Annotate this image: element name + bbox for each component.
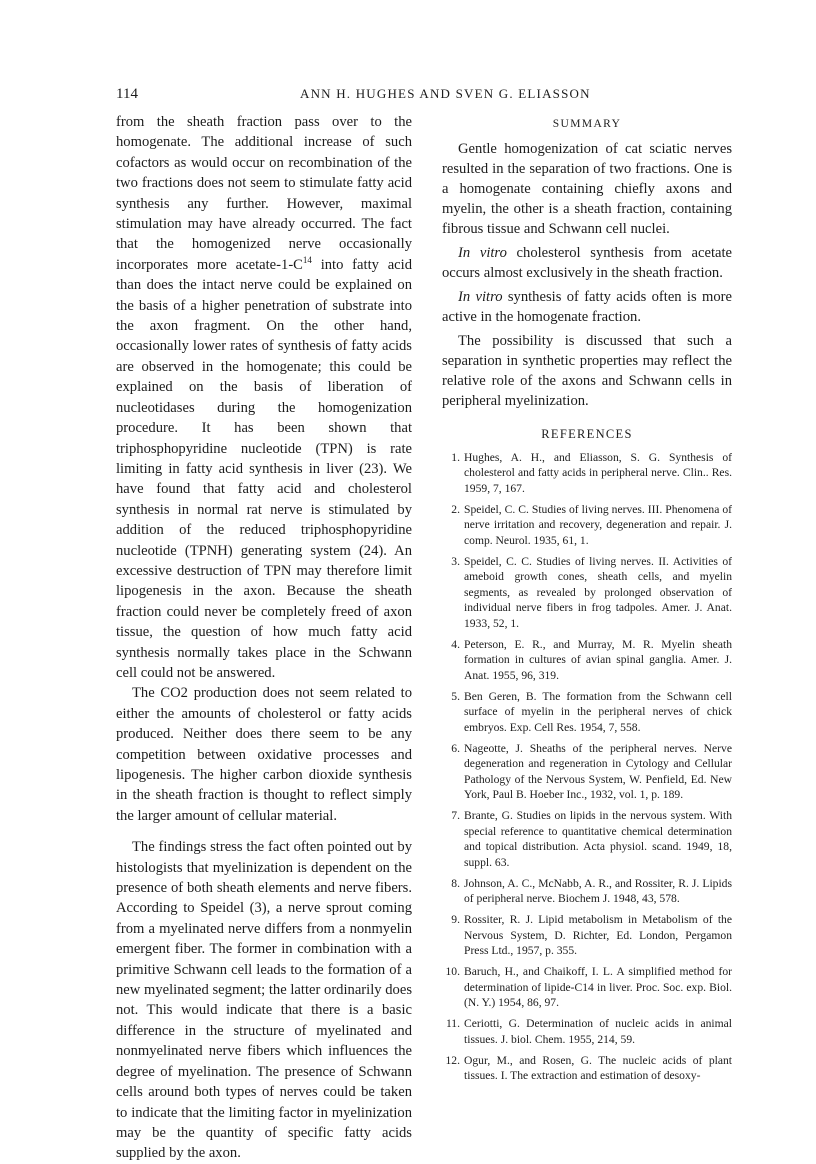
reference-text: Ceriotti, G. Determination of nucleic acids in animal tissues. J. biol. Chem. 1955, 214, 59. <box>464 1017 732 1046</box>
reference-item <box>442 912 732 958</box>
reference-text: Ogur, M., and Rosen, G. The nucleic acids of plant tissues. I. The extraction and estimation of desoxy- <box>464 1053 732 1083</box>
reference-text: Hughes, A. H., and Eliasson, S. G. Synthesis of cholesterol and fatty acids in peripheral nerve. Clin.. Res. 1959, 7, 167. <box>464 451 732 495</box>
reference-item <box>442 1053 732 1084</box>
summary-paragraph-2-text: cholesterol synthesis from acetate occurs almost exclusively in the sheath fraction. <box>442 245 733 281</box>
running-head: ANN H. HUGHES AND SVEN G. ELIASSON <box>300 86 591 101</box>
right-column <box>442 118 732 1090</box>
left-column <box>116 112 412 1164</box>
body-paragraph-3: The findings stress the fact often pointed out by histologists that myelinization is dependent on the presence of both sheath elements and nerve fibers. According to Speidel (3), a nerve sprout coming from a myelinated nerve differs from a nonmyelin emergent fiber. The former in combination with a primitive Schwann cell leads to the formation of a new myelinated segment; the latter ordinarily does not. This would indicate that there is a basic difference in the structure of myelinated and nonmyelinated nerve fibers which influences the degree of myelination. The presence of Schwann cells around both types of nerves could be taken to indicate that the limiting factor in myelinization may be the quantity of specific fatty acids supplied by the axon. <box>116 839 412 1162</box>
summary-paragraph-3-text: synthesis of fatty acids often is more active in the homogenate fraction. <box>442 289 732 325</box>
reference-text: Baruch, H., and Chaikoff, I. L. A simplified method for determination of lipide-C14 in liver. Proc. Soc. exp. Biol. (N. Y.) 1954, 86, 97. <box>464 965 732 1010</box>
summary-paragraph-3 <box>442 287 732 327</box>
reference-item <box>442 741 732 803</box>
reference-number: 1. <box>451 451 460 464</box>
reference-text: Speidel, C. C. Studies of living nerves. III. Phenomena of nerve irritation and recovery, degeneration and repair. J. comp. Neurol. 1935, 61, 1. <box>464 503 732 547</box>
reference-text: Nageotte, J. Sheaths of the peripheral nerves. Nerve degeneration and regeneration in Cytology and Cellular Pathology of the Nervous System, W. Penfield, Ed. New York, Paul B. Hoeber Inc., 1932, vol. 1, p. 189. <box>464 741 732 802</box>
summary-paragraph-1: Gentle homogenization of cat sciatic nerves resulted in the separation of two fractions. One is a homogenate containing chiefly axons and myelin, the other is a sheath fraction, containing fibrous tissue and Schwann cell nuclei. <box>442 141 732 237</box>
summary-paragraph-4: The possibility is discussed that such a separation in synthetic properties may reflect the relative role of the axons and Schwann cells in peripheral myelinization. <box>442 333 732 409</box>
references-heading: REFERENCES <box>541 427 633 441</box>
summary-paragraph-2 <box>442 243 732 283</box>
reference-number: 12. <box>445 1053 460 1067</box>
reference-number: 11. <box>445 1017 460 1031</box>
reference-number: 2. <box>451 503 460 517</box>
summary-italic-in-vitro: In vitro <box>458 289 503 305</box>
reference-text: Rossiter, R. J. Lipid metabolism in Metabolism of the Nervous System, D. Richter, Ed. London, Pergamon Press Ltd., 1957, p. 355. <box>464 913 732 958</box>
paragraph-1-part-a: from the sheath fraction pass over to the homogenate. The additional increase of such cofactors as would occur on recombination of the two fractions does not seem to stimulate fatty acid synthesis any further. However, maximal stimulation may have already occurred. The fact that the homogenized nerve occasionally incorporates more acetate-1-C <box>116 114 412 273</box>
body-paragraph-2: The CO2 production does not seem related to either the amounts of cholesterol or fatty acids produced. Neither does there seem to be any competition between oxidative processes and lipogenesis. The higher carbon dioxide synthesis in the sheath fraction is thought to reflect simply the larger amount of cellular material. <box>116 685 412 824</box>
references-list <box>442 450 732 1084</box>
reference-item <box>442 554 732 631</box>
reference-number: 9. <box>451 913 460 927</box>
reference-number: 7. <box>451 809 460 823</box>
body-paragraph-1 <box>116 112 412 683</box>
reference-text: Brante, G. Studies on lipids in the nervous system. With special reference to quantitative chemical determination and topical distribution. Acta physiol. scand. 1949, 18, suppl. 63. <box>464 809 732 869</box>
summary-heading: SUMMARY <box>552 118 622 130</box>
reference-item <box>442 876 732 907</box>
reference-item <box>442 964 732 1010</box>
summary-italic-in-vitro: In vitro <box>458 245 507 261</box>
reference-item <box>442 689 732 735</box>
reference-number: 10. <box>445 965 460 979</box>
reference-item <box>442 1016 732 1047</box>
reference-item <box>442 450 732 496</box>
reference-text: Peterson, E. R., and Murray, M. R. Myelin sheath formation in cultures of avian spinal ganglia. Amer. J. Anat. 1955, 96, 319. <box>464 637 732 682</box>
reference-number: 6. <box>451 741 460 755</box>
reference-item <box>442 808 732 870</box>
reference-text: Speidel, C. C. Studies of living nerves. II. Activities of ameboid growth cones, sheath cells, and myelin segments, as revealed by prolonged observation of individual nerve fibers in frog tadpoles. Amer. J. Anat. 1933, 52, 1. <box>464 555 732 630</box>
reference-number: 3. <box>451 555 460 569</box>
reference-item <box>442 502 732 548</box>
reference-number: 8. <box>451 876 460 890</box>
reference-item <box>442 637 732 683</box>
reference-number: 5. <box>451 689 460 703</box>
paragraph-1-part-b: into fatty acid than does the intact nerve could be explained on the basis of a higher penetration of substrate into the axon fragment. On the other hand, occasionally lower rates of synthesis of fatty acids are observed in the homogenate; this could be explained on the basis of liberation of nucleotidases during the homogenization procedure. It has been shown that triphosphopyridine nucleotide (TPN) is rate limiting in fatty acid synthesis in liver (23). We have found that fatty acid and cholesterol synthesis in normal rat nerve is stimulated by addition of the reduced triphosphopyridine nucleotide (TPNH) generating system (24). An excessive destruction of TPN may therefore limit lipogenesis in the axon. Because the sheath fraction could never be completely freed of axon tissue, the question of how much fatty acid synthesis normally takes place in the Schwann cell could not be answered. <box>116 256 412 681</box>
superscript-14: 14 <box>302 254 312 265</box>
reference-number: 4. <box>451 637 460 651</box>
page-number: 114 <box>116 86 138 102</box>
reference-text: Ben Geren, B. The formation from the Schwann cell surface of myelin in the peripheral nerves of chick embryos. Exp. Cell Res. 1954, 7, 558. <box>464 689 732 734</box>
reference-text: Johnson, A. C., McNabb, A. R., and Rossiter, R. J. Lipids of peripheral nerve. Biochem J. 1948, 43, 578. <box>464 876 732 906</box>
